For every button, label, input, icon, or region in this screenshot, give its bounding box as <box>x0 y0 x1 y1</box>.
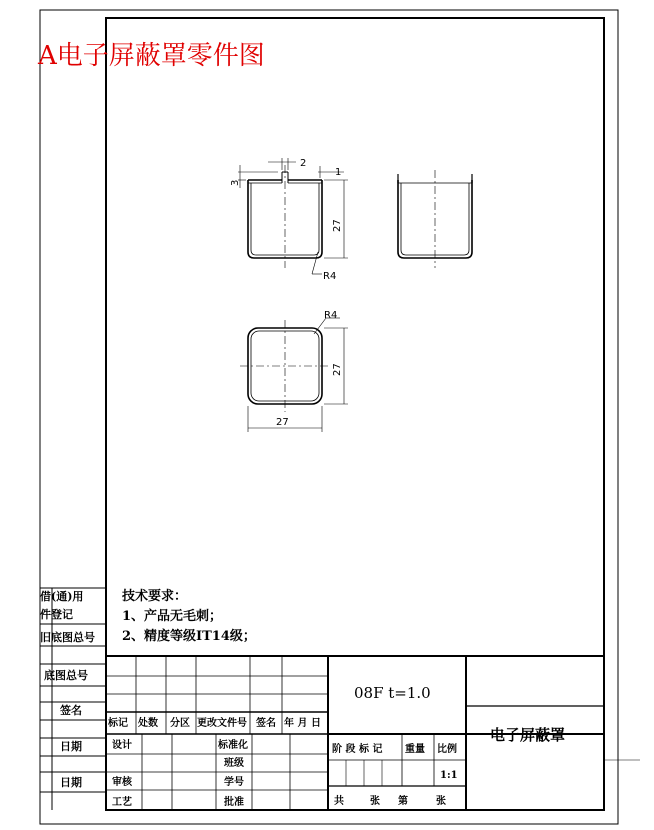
label-standard: 标准化 <box>218 740 248 751</box>
label-process: 工艺 <box>112 797 132 808</box>
side-view <box>398 170 472 268</box>
scale-header: 比例 <box>437 744 457 755</box>
weight-header: 重量 <box>405 744 425 755</box>
label-design: 设计 <box>112 740 132 751</box>
notes-line-1: 1、产品无毛刺； <box>122 609 223 624</box>
total-label: 共 <box>334 796 344 807</box>
rev-header-sign: 签名 <box>256 718 276 729</box>
side-label-date-2: 日期 <box>60 776 82 789</box>
rev-header-mark: 标记 <box>108 718 128 729</box>
dim-3: 3 <box>230 179 241 186</box>
side-label-base: 底图总号 <box>44 669 88 682</box>
side-label-borrow: 借(通)用 <box>40 590 84 603</box>
dim-27-top-vertical: 27 <box>332 363 343 376</box>
scale-value: 1:1 <box>440 770 458 781</box>
side-label-sign: 签名 <box>60 704 82 717</box>
dim-27-top-horizontal: 27 <box>276 417 289 428</box>
front-view <box>238 158 348 274</box>
drawing-title: A电子屏蔽罩零件图 <box>38 41 265 71</box>
dim-1: 1 <box>335 167 342 178</box>
stage-header: 阶 段 标 记 <box>332 744 383 755</box>
rev-header-change-doc: 更改文件号 <box>197 718 247 729</box>
label-class: 班级 <box>224 758 244 769</box>
dim-27-front: 27 <box>332 219 343 232</box>
notes-line-2: 2、精度等级IT14级； <box>122 629 256 644</box>
rev-header-date: 年 月 日 <box>284 718 321 729</box>
dim-2: 2 <box>300 158 307 169</box>
label-student-no: 学号 <box>224 777 244 788</box>
sheets-label: 张 <box>370 796 380 807</box>
r4-top: R4 <box>324 310 338 321</box>
notes-heading: 技术要求： <box>122 589 188 604</box>
label-check: 审核 <box>112 777 132 788</box>
material-spec: 08F t=1.0 <box>354 684 431 702</box>
rev-header-zone: 分区 <box>170 718 190 729</box>
side-label-register: 件登记 <box>40 608 73 621</box>
part-name: 电子屏蔽罩 <box>490 726 566 744</box>
r4-front: R4 <box>323 271 337 282</box>
label-approve: 批准 <box>224 797 244 808</box>
side-label-date-1: 日期 <box>60 740 82 753</box>
page-label: 第 <box>398 796 408 807</box>
side-label-old-base: 旧底图总号 <box>40 631 95 644</box>
rev-header-count: 处数 <box>138 718 158 729</box>
sheets-label-2: 张 <box>436 796 446 807</box>
